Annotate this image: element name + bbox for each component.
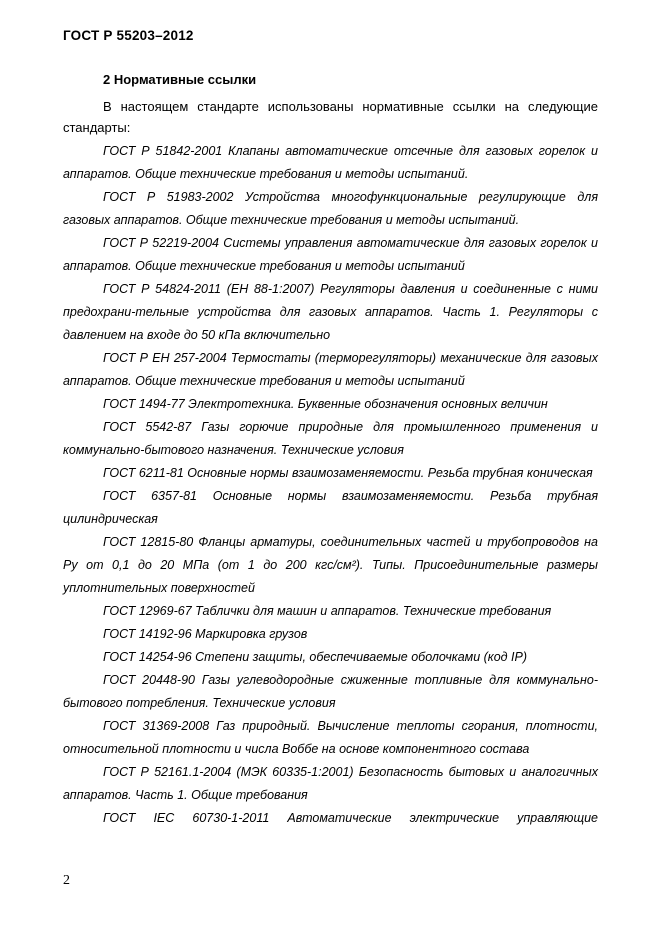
reference-item: ГОСТ Р 51983-2002 Устройства многофункциональные регулирующие для газовых аппаратов. Общие технические требования и методы испытаний. (63, 190, 598, 227)
reference-item: ГОСТ 14254-96 Степени защиты, обеспечиваемые оболочками (код IP) (103, 650, 528, 664)
reference-item: ГОСТ 14192-96 Маркировка грузов (103, 627, 308, 641)
reference-item: ГОСТ 6357-81 Основные нормы взаимозаменяемости. Резьба трубная цилиндрическая (63, 489, 598, 526)
reference-item: ГОСТ Р 51842-2001 Клапаны автоматические отсечные для газовых горелок и аппаратов. Общие технические требования и методы испытаний. (63, 144, 598, 181)
reference-item: ГОСТ 20448-90 Газы углеводородные сжиженные топливные для коммунально-бытового потребления. Технические условия (63, 673, 598, 710)
reference-item: ГОСТ 12815-80 Фланцы арматуры, соединительных частей и трубопроводов на Ру от 0,1 до 20 МПа (от 1 до 200 кгс/см²). Типы. Присоединительные размеры уплотнительных поверхностей (63, 535, 598, 595)
reference-item: ГОСТ Р ЕН 257-2004 Термостаты (терморегуляторы) механические для газовых аппаратов. Общие технические требования и методы испытаний (63, 351, 598, 388)
section-title: 2 Нормативные ссылки (103, 72, 257, 87)
reference-item: ГОСТ IEC 60730-1-2011 Автоматические электрические управляющие (103, 811, 598, 825)
reference-item: ГОСТ Р 52161.1-2004 (МЭК 60335-1:2001) Безопасность бытовых и аналогичных аппаратов. Часть 1. Общие требования (63, 765, 598, 802)
reference-item: ГОСТ 6211-81 Основные нормы взаимозаменяемости. Резьба трубная коническая (103, 466, 593, 480)
reference-item: ГОСТ Р 54824-2011 (ЕН 88-1:2007) Регуляторы давления и соединенные с ними предохрани-тельные устройства для газовых аппаратов. Часть 1. Регуляторы с давлением на входе до 50 кПа включительно (63, 282, 598, 342)
page-number: 2 (63, 873, 70, 888)
reference-item: ГОСТ 12969-67 Таблички для машин и аппаратов. Технические требования (103, 604, 552, 618)
reference-item: ГОСТ 31369-2008 Газ природный. Вычисление теплоты сгорания, плотности, относительной плотности и числа Воббе на основе компонентного состава (63, 719, 598, 756)
document-header: ГОСТ Р 55203–2012 (63, 28, 194, 43)
reference-item: ГОСТ Р 52219-2004 Системы управления автоматические для газовых горелок и аппаратов. Общие технические требования и методы испытаний (63, 236, 598, 273)
section-intro: В настоящем стандарте использованы нормативные ссылки на следующие стандарты: (63, 99, 598, 135)
reference-list (63, 140, 598, 830)
reference-item: ГОСТ 1494-77 Электротехника. Буквенные обозначения основных величин (103, 397, 548, 411)
reference-item: ГОСТ 5542-87 Газы горючие природные для промышленного применения и коммунально-бытового назначения. Технические условия (63, 420, 598, 457)
